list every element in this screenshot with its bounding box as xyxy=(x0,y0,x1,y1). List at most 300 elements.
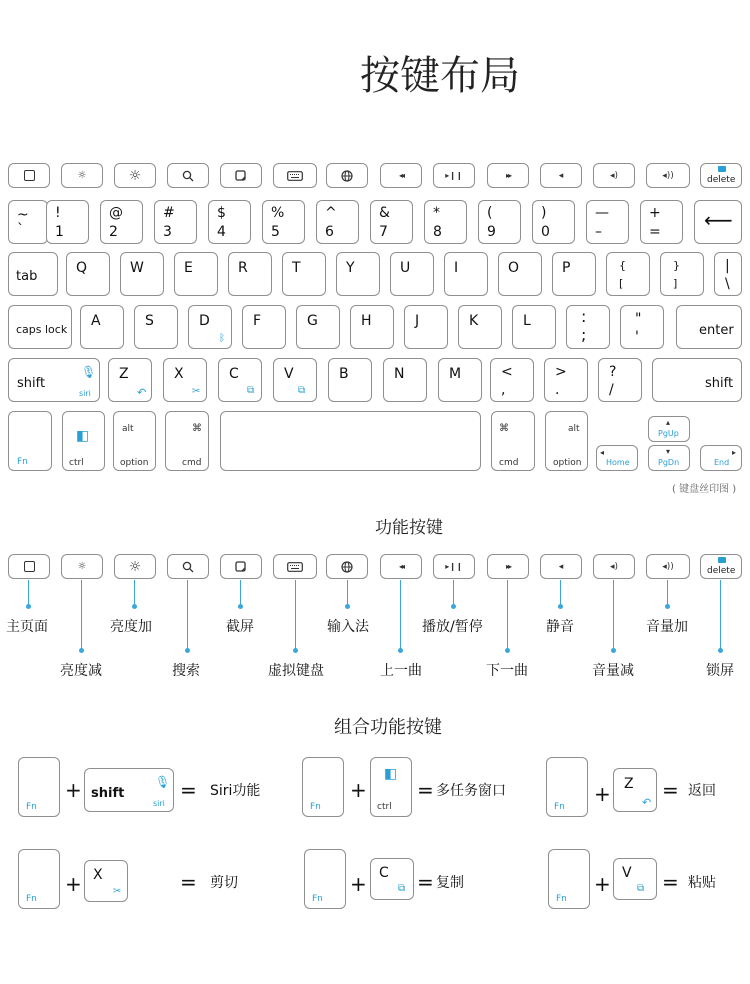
shift-key[interactable] xyxy=(84,768,174,812)
input-method-key[interactable] xyxy=(326,163,368,188)
fn-label: Fn xyxy=(17,457,28,467)
key-top-char: ~ xyxy=(17,207,29,223)
previous-track-key[interactable] xyxy=(380,554,422,579)
home-icon xyxy=(9,555,49,578)
caps-lock-label: caps lock xyxy=(16,323,68,336)
key-z[interactable] xyxy=(108,358,152,402)
volume-down-key[interactable] xyxy=(593,554,635,579)
lock-icon xyxy=(718,557,726,563)
key-top-char: ^ xyxy=(325,205,337,221)
cmd-label: cmd xyxy=(182,458,202,468)
key-letter: L xyxy=(523,313,531,329)
key-m[interactable] xyxy=(438,358,482,402)
key-x[interactable] xyxy=(84,860,128,902)
mute-key[interactable] xyxy=(540,163,582,188)
ctrl-key[interactable] xyxy=(62,411,105,471)
key-letter: R xyxy=(238,260,248,276)
key-letter: X xyxy=(174,366,184,382)
mute-icon: ◂ xyxy=(558,561,564,572)
scissors-icon: ✂ xyxy=(192,386,201,397)
next-track-key[interactable] xyxy=(487,554,529,579)
fn-key[interactable] xyxy=(18,757,60,817)
up-arrow-key[interactable] xyxy=(648,416,690,442)
leader-line xyxy=(187,580,188,652)
screenshot-key[interactable] xyxy=(220,163,262,188)
leader-line xyxy=(720,580,721,652)
volume-up-key[interactable] xyxy=(646,163,690,188)
play-pause-icon: ▸❙❙ xyxy=(445,562,463,571)
key-x[interactable] xyxy=(163,358,207,402)
key-letter: I xyxy=(454,260,459,276)
home-icon xyxy=(9,164,49,187)
key-i[interactable] xyxy=(444,252,488,296)
mute-key[interactable] xyxy=(540,554,582,579)
globe-icon xyxy=(327,164,367,187)
key-top-char: < xyxy=(501,364,513,380)
key-u[interactable] xyxy=(390,252,434,296)
key-minus[interactable] xyxy=(586,200,629,244)
right-shift-key[interactable] xyxy=(652,358,742,402)
key-slash[interactable] xyxy=(598,358,642,402)
equals-sign: = xyxy=(417,870,434,894)
home-key[interactable] xyxy=(8,163,50,188)
key-bottom-char: 6 xyxy=(325,224,334,240)
virtual-keyboard-key[interactable] xyxy=(273,163,317,188)
left-cmd-key[interactable] xyxy=(165,411,209,471)
key-top-char: * xyxy=(433,205,440,221)
copy-icon: ⧉ xyxy=(247,385,255,396)
volume-up-icon: ◂)) xyxy=(662,170,674,181)
fn-label: Fn xyxy=(554,802,565,812)
key-p[interactable] xyxy=(552,252,596,296)
key-letter: K xyxy=(469,313,479,329)
key-bottom-char: ; xyxy=(581,325,587,344)
key-bottom-char: 3 xyxy=(163,224,172,240)
screenshot-icon xyxy=(221,164,261,187)
label-input-method: 输入法 xyxy=(327,619,369,635)
leader-line xyxy=(400,580,401,652)
lock-icon xyxy=(718,166,726,172)
plus-sign: + xyxy=(350,872,367,896)
combo-desc-copy: 复制 xyxy=(436,875,464,891)
keyboard-caption: ( 键盘丝印图 ) xyxy=(672,484,737,495)
home-label: Home xyxy=(606,458,630,467)
leader-line xyxy=(507,580,508,652)
mute-icon: ◂ xyxy=(558,170,564,181)
leader-dot xyxy=(398,648,403,653)
plus-sign: + xyxy=(65,872,82,896)
label-virtual-keyboard: 虚拟键盘 xyxy=(268,663,324,679)
key-bottom-char: 8 xyxy=(433,224,442,240)
combo-desc-back: 返回 xyxy=(688,783,716,799)
rewind-icon: ◂◂ xyxy=(398,171,404,180)
key-right-bracket[interactable] xyxy=(660,252,704,296)
combo-desc-paste: 粘贴 xyxy=(688,875,716,891)
key-v[interactable] xyxy=(273,358,317,402)
key-a[interactable] xyxy=(80,305,124,349)
down-arrow-key[interactable] xyxy=(648,445,690,471)
search-key[interactable] xyxy=(167,163,209,188)
key-letter: H xyxy=(361,313,372,329)
key-period[interactable] xyxy=(544,358,588,402)
label-volume-up: 音量加 xyxy=(646,619,688,635)
key-bottom-char: . xyxy=(555,382,560,398)
key-o[interactable] xyxy=(498,252,542,296)
volume-down-icon: ◂) xyxy=(609,170,619,181)
search-key[interactable] xyxy=(167,554,209,579)
input-method-key[interactable] xyxy=(326,554,368,579)
play-pause-icon: ▸❙❙ xyxy=(445,171,463,180)
key-letter: Y xyxy=(346,260,355,276)
key-tilde[interactable] xyxy=(8,200,48,244)
key-v[interactable] xyxy=(613,858,657,900)
previous-track-key[interactable] xyxy=(380,163,422,188)
key-bottom-char: 2 xyxy=(109,224,118,240)
key-letter: B xyxy=(339,366,349,382)
leader-dot xyxy=(238,604,243,609)
key-comma[interactable] xyxy=(490,358,534,402)
command-icon: ⌘ xyxy=(499,423,509,434)
leader-dot xyxy=(132,604,137,609)
function-keys-title: 功能按键 xyxy=(375,518,443,538)
key-s[interactable] xyxy=(134,305,178,349)
siri-label: siri xyxy=(153,799,165,808)
leader-dot xyxy=(718,648,723,653)
key-n[interactable] xyxy=(383,358,427,402)
key-top-char: | xyxy=(725,258,730,274)
paste-icon: ⧉ xyxy=(298,385,306,396)
leader-dot xyxy=(79,648,84,653)
leader-dot xyxy=(293,648,298,653)
right-arrow-icon: ▸ xyxy=(732,448,737,457)
key-5[interactable] xyxy=(262,200,305,244)
leader-dot xyxy=(451,604,456,609)
key-letter: Z xyxy=(119,366,129,382)
backspace-arrow-icon: ⟵ xyxy=(704,208,733,232)
key-7[interactable] xyxy=(370,200,413,244)
key-letter: A xyxy=(91,313,101,329)
key-bottom-char: – xyxy=(595,224,602,240)
leader-dot xyxy=(345,604,350,609)
fast-forward-icon: ▸▸ xyxy=(505,562,511,571)
key-1[interactable] xyxy=(46,200,89,244)
key-bottom-char: 1 xyxy=(55,224,64,240)
combo-desc-siri: Siri功能 xyxy=(210,783,261,799)
key-b[interactable] xyxy=(328,358,372,402)
key-c[interactable] xyxy=(218,358,262,402)
key-0[interactable] xyxy=(532,200,575,244)
search-icon xyxy=(168,164,208,187)
keyboard-icon xyxy=(274,555,316,578)
key-top-char: ( xyxy=(487,205,493,221)
equals-sign: = xyxy=(417,778,434,802)
key-bottom-char: , xyxy=(501,382,506,398)
search-icon xyxy=(168,555,208,578)
pgup-label: PgUp xyxy=(658,429,679,438)
key-c[interactable] xyxy=(370,858,414,900)
key-top-char: + xyxy=(649,205,661,221)
tab-key[interactable] xyxy=(8,252,58,296)
key-2[interactable] xyxy=(100,200,143,244)
shift-label: shift xyxy=(91,786,125,801)
fn-label: Fn xyxy=(556,894,567,904)
fn-key[interactable] xyxy=(8,411,52,471)
shift-label: shift xyxy=(705,376,734,391)
leader-line xyxy=(613,580,614,652)
microphone-icon: 🎙 xyxy=(81,365,97,379)
key-bottom-char: ] xyxy=(673,277,678,290)
key-letter: C xyxy=(379,865,389,881)
key-top-char: { xyxy=(619,259,626,272)
volume-down-key[interactable] xyxy=(593,163,635,188)
leader-line xyxy=(295,580,296,652)
key-bottom-char: \ xyxy=(725,276,730,292)
play-pause-key[interactable] xyxy=(433,554,475,579)
leader-dot xyxy=(665,604,670,609)
leader-dot xyxy=(185,648,190,653)
key-bottom-char: = xyxy=(649,224,661,240)
siri-label: siri xyxy=(79,389,91,398)
key-letter: Q xyxy=(76,260,88,276)
key-left-bracket[interactable] xyxy=(606,252,650,296)
key-top-char: — xyxy=(595,205,609,221)
screenshot-icon xyxy=(221,555,261,578)
brightness-up-icon: ☼ xyxy=(128,167,142,184)
key-letter: D xyxy=(199,313,210,329)
key-letter: C xyxy=(229,366,239,382)
key-letter: E xyxy=(184,260,193,276)
microphone-icon: 🎙 xyxy=(155,775,171,789)
key-bottom-char: / xyxy=(609,382,614,398)
plus-sign: + xyxy=(594,872,611,896)
right-cmd-key[interactable] xyxy=(491,411,535,471)
option-label: option xyxy=(553,458,582,468)
key-top-char: & xyxy=(379,205,390,221)
keyboard-icon xyxy=(274,164,316,187)
label-previous-track: 上一曲 xyxy=(380,663,422,679)
key-6[interactable] xyxy=(316,200,359,244)
key-letter: N xyxy=(394,366,405,382)
label-screenshot: 截屏 xyxy=(226,619,254,635)
brightness-down-icon: ☼ xyxy=(77,170,87,181)
brightness-up-key[interactable] xyxy=(114,163,156,188)
key-top-char: $ xyxy=(217,205,226,221)
label-home: 主页面 xyxy=(6,619,48,635)
key-top-char: ! xyxy=(55,205,61,221)
key-letter: X xyxy=(93,867,103,883)
leader-dot xyxy=(505,648,510,653)
up-arrow-icon: ▴ xyxy=(666,418,671,427)
tab-label: tab xyxy=(16,269,38,284)
shift-label: shift xyxy=(17,376,46,391)
plus-sign: + xyxy=(350,778,367,802)
copy-icon: ⧉ xyxy=(398,883,406,894)
enter-label: enter xyxy=(699,323,734,338)
key-9[interactable] xyxy=(478,200,521,244)
screenshot-key[interactable] xyxy=(220,554,262,579)
fn-key[interactable] xyxy=(18,849,60,909)
volume-up-icon: ◂)) xyxy=(662,561,674,572)
key-quote[interactable] xyxy=(620,305,664,349)
home-key[interactable] xyxy=(8,554,50,579)
ctrl-key[interactable] xyxy=(370,757,412,817)
key-letter: O xyxy=(508,260,520,276)
key-bottom-char: 9 xyxy=(487,224,496,240)
brightness-down-icon: ☼ xyxy=(77,561,87,572)
key-top-char: ? xyxy=(609,364,617,380)
key-letter: T xyxy=(292,260,301,276)
fn-key[interactable] xyxy=(548,849,590,909)
right-arrow-key[interactable] xyxy=(700,445,742,471)
key-top-char: } xyxy=(673,259,680,272)
key-e[interactable] xyxy=(174,252,218,296)
equals-sign: = xyxy=(180,778,197,802)
combo-keys-title: 组合功能按键 xyxy=(334,717,442,738)
key-letter: V xyxy=(284,366,294,382)
key-f[interactable] xyxy=(242,305,286,349)
key-equals[interactable] xyxy=(640,200,683,244)
fn-label: Fn xyxy=(26,894,37,904)
key-letter: W xyxy=(130,260,144,276)
key-top-char: # xyxy=(163,205,175,221)
key-w[interactable] xyxy=(120,252,164,296)
fn-key[interactable] xyxy=(302,757,344,817)
key-t[interactable] xyxy=(282,252,326,296)
label-brightness-up: 亮度加 xyxy=(110,619,152,635)
key-4[interactable] xyxy=(208,200,251,244)
key-bottom-char: 5 xyxy=(271,224,280,240)
ctrl-label: ctrl xyxy=(69,458,84,468)
undo-arrow-icon: ↶ xyxy=(137,386,147,399)
label-next-track: 下一曲 xyxy=(486,663,528,679)
key-top-char: @ xyxy=(109,205,123,221)
key-3[interactable] xyxy=(154,200,197,244)
key-r[interactable] xyxy=(228,252,272,296)
down-arrow-icon: ▾ xyxy=(666,447,671,456)
left-arrow-key[interactable] xyxy=(596,445,638,471)
leader-dot xyxy=(26,604,31,609)
key-letter: U xyxy=(400,260,411,276)
label-search: 搜索 xyxy=(172,663,200,679)
paste-icon: ⧉ xyxy=(637,883,645,894)
fn-label: Fn xyxy=(26,802,37,812)
caps-lock-key[interactable] xyxy=(8,305,72,349)
key-z[interactable] xyxy=(613,768,657,812)
delete-label: delete xyxy=(707,566,736,576)
next-track-key[interactable] xyxy=(487,163,529,188)
key-letter: G xyxy=(307,313,318,329)
space-bar[interactable] xyxy=(220,411,481,471)
key-backslash[interactable] xyxy=(714,252,742,296)
right-option-key[interactable] xyxy=(545,411,588,471)
brightness-down-key[interactable] xyxy=(61,163,103,188)
page-title: 按键布局 xyxy=(360,53,520,99)
combo-desc-multitask: 多任务窗口 xyxy=(436,783,506,799)
key-top-char: > xyxy=(555,364,567,380)
volume-up-key[interactable] xyxy=(646,554,690,579)
brightness-down-key[interactable] xyxy=(61,554,103,579)
key-j[interactable] xyxy=(404,305,448,349)
equals-sign: = xyxy=(180,870,197,894)
backspace-key[interactable] xyxy=(694,200,742,244)
key-8[interactable] xyxy=(424,200,467,244)
bluetooth-icon: ᛒ xyxy=(219,333,225,344)
label-lock-screen: 锁屏 xyxy=(706,663,734,679)
key-d[interactable] xyxy=(188,305,232,349)
fn-key[interactable] xyxy=(546,757,588,817)
command-icon: ⌘ xyxy=(192,423,202,434)
key-letter: P xyxy=(562,260,571,276)
key-semicolon[interactable] xyxy=(566,305,610,349)
key-bottom-char: ' xyxy=(635,329,639,345)
key-bottom-char: 4 xyxy=(217,224,226,240)
rewind-icon: ◂◂ xyxy=(398,562,404,571)
plus-sign: + xyxy=(594,782,611,806)
key-bottom-char: ` xyxy=(17,222,24,238)
alt-label: alt xyxy=(568,424,580,434)
key-letter: V xyxy=(622,865,632,881)
ctrl-label: ctrl xyxy=(377,802,392,812)
leader-line xyxy=(81,580,82,652)
brightness-up-key[interactable] xyxy=(114,554,156,579)
key-top-char: : xyxy=(581,307,587,326)
key-l[interactable] xyxy=(512,305,556,349)
key-letter: M xyxy=(449,366,462,382)
virtual-keyboard-key[interactable] xyxy=(273,554,317,579)
multitask-icon: ◧ xyxy=(76,428,90,444)
alt-label: alt xyxy=(122,424,134,434)
key-letter: S xyxy=(145,313,154,329)
cmd-label: cmd xyxy=(499,458,519,468)
volume-down-icon: ◂) xyxy=(609,561,619,572)
left-shift-key[interactable] xyxy=(8,358,100,402)
fn-label: Fn xyxy=(310,802,321,812)
key-top-char: ) xyxy=(541,205,547,221)
combo-desc-cut: 剪切 xyxy=(210,875,238,891)
enter-key[interactable] xyxy=(676,305,742,349)
leader-dot xyxy=(611,648,616,653)
key-bottom-char: 0 xyxy=(541,224,550,240)
delete-key[interactable] xyxy=(700,554,742,579)
label-play-pause: 播放/暂停 xyxy=(422,619,483,635)
delete-key[interactable] xyxy=(700,163,742,188)
key-letter: Z xyxy=(624,776,634,792)
option-label: option xyxy=(120,458,149,468)
left-option-key[interactable] xyxy=(113,411,156,471)
key-q[interactable] xyxy=(66,252,110,296)
key-h[interactable] xyxy=(350,305,394,349)
undo-arrow-icon: ↶ xyxy=(642,796,652,809)
label-brightness-down: 亮度减 xyxy=(60,663,102,679)
key-top-char: " xyxy=(635,311,642,327)
fn-label: Fn xyxy=(312,894,323,904)
left-arrow-icon: ◂ xyxy=(600,448,605,457)
end-label: End xyxy=(714,458,730,467)
key-top-char: % xyxy=(271,205,285,221)
brightness-up-icon: ☼ xyxy=(128,558,142,575)
key-k[interactable] xyxy=(458,305,502,349)
fn-key[interactable] xyxy=(304,849,346,909)
key-letter: F xyxy=(253,313,262,329)
key-y[interactable] xyxy=(336,252,380,296)
plus-sign: + xyxy=(65,778,82,802)
equals-sign: = xyxy=(662,778,679,802)
key-bottom-char: [ xyxy=(619,277,624,290)
play-pause-key[interactable] xyxy=(433,163,475,188)
key-g[interactable] xyxy=(296,305,340,349)
multitask-icon: ◧ xyxy=(384,766,398,782)
scissors-icon: ✂ xyxy=(113,886,122,897)
